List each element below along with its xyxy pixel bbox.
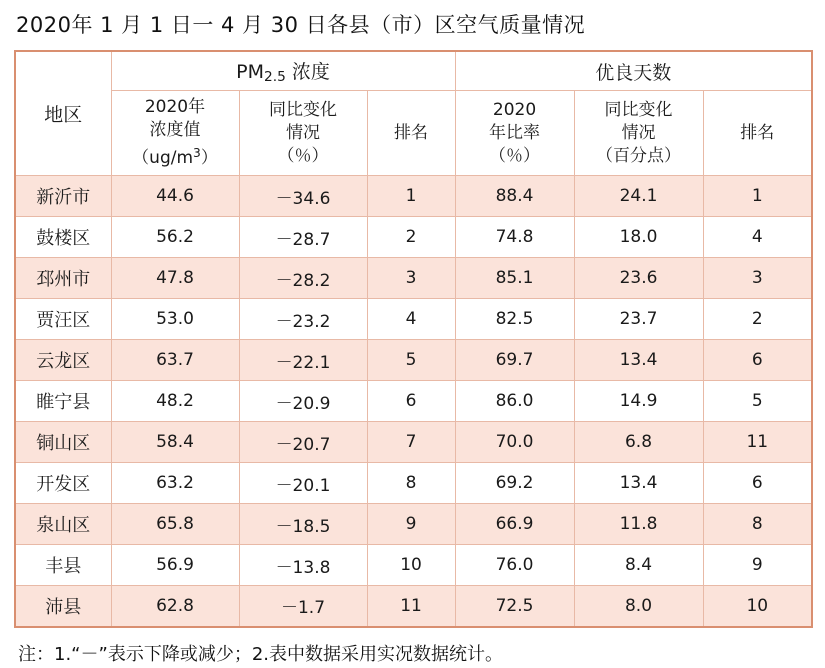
header-pm25-change	[239, 91, 367, 176]
header-days-rank: 排名	[703, 91, 812, 176]
header-days-rate-line2: 年比率	[489, 122, 541, 143]
cell-days-rank: 6	[703, 463, 812, 504]
cell-days-rate: 74.8	[455, 217, 574, 258]
header-days-change-line2: 情况	[621, 122, 656, 143]
header-days-rate-line1: 2020	[492, 99, 537, 120]
table-body	[15, 176, 812, 627]
cell-days-rate: 85.1	[455, 258, 574, 299]
cell-days-rate: 86.0	[455, 381, 574, 422]
header-days-rate	[455, 91, 574, 176]
cell-region: 开发区	[15, 463, 111, 504]
cell-region: 贾汪区	[15, 299, 111, 340]
header-row-groups	[15, 51, 812, 91]
cell-days-change: 13.4	[574, 463, 703, 504]
table-row	[15, 463, 812, 504]
cell-days-rank: 1	[703, 176, 812, 217]
cell-pm25-change: －20.1	[239, 463, 367, 504]
cell-days-change: 24.1	[574, 176, 703, 217]
table-row	[15, 545, 812, 586]
cell-days-rank: 8	[703, 504, 812, 545]
table-row	[15, 586, 812, 627]
cell-days-rate: 69.2	[455, 463, 574, 504]
header-days-change	[574, 91, 703, 176]
cell-pm25-change: －34.6	[239, 176, 367, 217]
air-quality-table	[14, 50, 813, 628]
cell-pm25-change: －20.9	[239, 381, 367, 422]
header-days-change-line3: （百分点）	[596, 145, 682, 166]
header-pm25-main: PM	[236, 61, 265, 83]
header-region: 地区	[15, 51, 111, 176]
header-pm25-group	[111, 51, 455, 91]
header-pm25-value-line2: 浓度值	[149, 119, 201, 140]
cell-pm25-rank: 9	[367, 504, 455, 545]
cell-days-rate: 69.7	[455, 340, 574, 381]
table-row	[15, 340, 812, 381]
cell-pm25-change: －18.5	[239, 504, 367, 545]
cell-region: 睢宁县	[15, 381, 111, 422]
cell-region: 新沂市	[15, 176, 111, 217]
table-row	[15, 381, 812, 422]
cell-days-rank: 3	[703, 258, 812, 299]
cell-pm25-value: 47.8	[111, 258, 239, 299]
cell-region: 铜山区	[15, 422, 111, 463]
cell-days-change: 8.4	[574, 545, 703, 586]
table-row	[15, 422, 812, 463]
cell-days-rank: 4	[703, 217, 812, 258]
header-days-change-line1: 同比变化	[604, 99, 673, 120]
cell-days-rate: 76.0	[455, 545, 574, 586]
cell-pm25-rank: 2	[367, 217, 455, 258]
cell-days-rate: 88.4	[455, 176, 574, 217]
cell-days-rank: 9	[703, 545, 812, 586]
cell-region: 沛县	[15, 586, 111, 627]
cell-pm25-change: －1.7	[239, 586, 367, 627]
table-row	[15, 258, 812, 299]
cell-pm25-value: 65.8	[111, 504, 239, 545]
cell-pm25-change: －28.7	[239, 217, 367, 258]
header-unit-pre: （ug/m	[132, 148, 194, 169]
cell-pm25-change: －22.1	[239, 340, 367, 381]
cell-days-change: 13.4	[574, 340, 703, 381]
header-days-rate-line3: （％）	[489, 145, 541, 166]
header-pm25-change-line1: 同比变化	[269, 99, 337, 120]
cell-region: 鼓楼区	[15, 217, 111, 258]
cell-days-rank: 5	[703, 381, 812, 422]
cell-days-change: 11.8	[574, 504, 703, 545]
cell-pm25-rank: 5	[367, 340, 455, 381]
table-head	[15, 51, 812, 176]
page-title: 2020年 1 月 1 日一 4 月 30 日各县（市）区空气质量情况	[16, 13, 586, 37]
header-good-days-group: 优良天数	[455, 51, 812, 91]
cell-region: 泉山区	[15, 504, 111, 545]
cell-pm25-rank: 10	[367, 545, 455, 586]
cell-pm25-rank: 4	[367, 299, 455, 340]
cell-pm25-value: 44.6	[111, 176, 239, 217]
header-pm25-rank: 排名	[367, 91, 455, 176]
cell-days-rank: 11	[703, 422, 812, 463]
cell-days-rate: 82.5	[455, 299, 574, 340]
cell-region: 丰县	[15, 545, 111, 586]
table-row	[15, 504, 812, 545]
header-pm25-sub: 2.5	[264, 69, 286, 85]
cell-days-change: 6.8	[574, 422, 703, 463]
table-note: 注：1.“－”表示下降或减少；2.表中数据采用实况数据统计。	[18, 643, 503, 665]
cell-region: 云龙区	[15, 340, 111, 381]
cell-pm25-change: －28.2	[239, 258, 367, 299]
cell-pm25-value: 58.4	[111, 422, 239, 463]
table-row	[15, 217, 812, 258]
cell-pm25-rank: 1	[367, 176, 455, 217]
header-row-subs	[15, 91, 812, 176]
cell-pm25-value: 56.9	[111, 545, 239, 586]
cell-pm25-change: －20.7	[239, 422, 367, 463]
cell-region: 邳州市	[15, 258, 111, 299]
header-pm25-value-line1: 2020年	[144, 96, 206, 117]
cell-days-rank: 6	[703, 340, 812, 381]
cell-pm25-value: 63.7	[111, 340, 239, 381]
cell-days-change: 23.7	[574, 299, 703, 340]
header-pm25-change-line3: （％）	[277, 145, 329, 166]
header-pm25-value-line3	[112, 142, 239, 170]
table-row	[15, 176, 812, 217]
cell-days-rate: 72.5	[455, 586, 574, 627]
cell-pm25-rank: 3	[367, 258, 455, 299]
cell-days-change: 8.0	[574, 586, 703, 627]
cell-days-rate: 66.9	[455, 504, 574, 545]
cell-days-change: 23.6	[574, 258, 703, 299]
cell-days-rank: 2	[703, 299, 812, 340]
header-pm25-tail: 浓度	[285, 61, 330, 83]
cell-pm25-value: 56.2	[111, 217, 239, 258]
header-pm25-value	[111, 91, 239, 176]
cell-days-rate: 70.0	[455, 422, 574, 463]
cell-days-change: 18.0	[574, 217, 703, 258]
cell-pm25-value: 53.0	[111, 299, 239, 340]
cell-pm25-change: －13.8	[239, 545, 367, 586]
cell-pm25-rank: 7	[367, 422, 455, 463]
cell-days-rank: 10	[703, 586, 812, 627]
cell-pm25-change: －23.2	[239, 299, 367, 340]
cell-pm25-rank: 8	[367, 463, 455, 504]
header-pm25-change-line2: 情况	[286, 122, 320, 143]
header-unit-sup: 3	[193, 145, 201, 160]
cell-pm25-value: 63.2	[111, 463, 239, 504]
cell-pm25-value: 48.2	[111, 381, 239, 422]
cell-pm25-rank: 11	[367, 586, 455, 627]
cell-pm25-rank: 6	[367, 381, 455, 422]
table-row	[15, 299, 812, 340]
header-unit-post: ）	[200, 148, 218, 169]
cell-days-change: 14.9	[574, 381, 703, 422]
cell-pm25-value: 62.8	[111, 586, 239, 627]
